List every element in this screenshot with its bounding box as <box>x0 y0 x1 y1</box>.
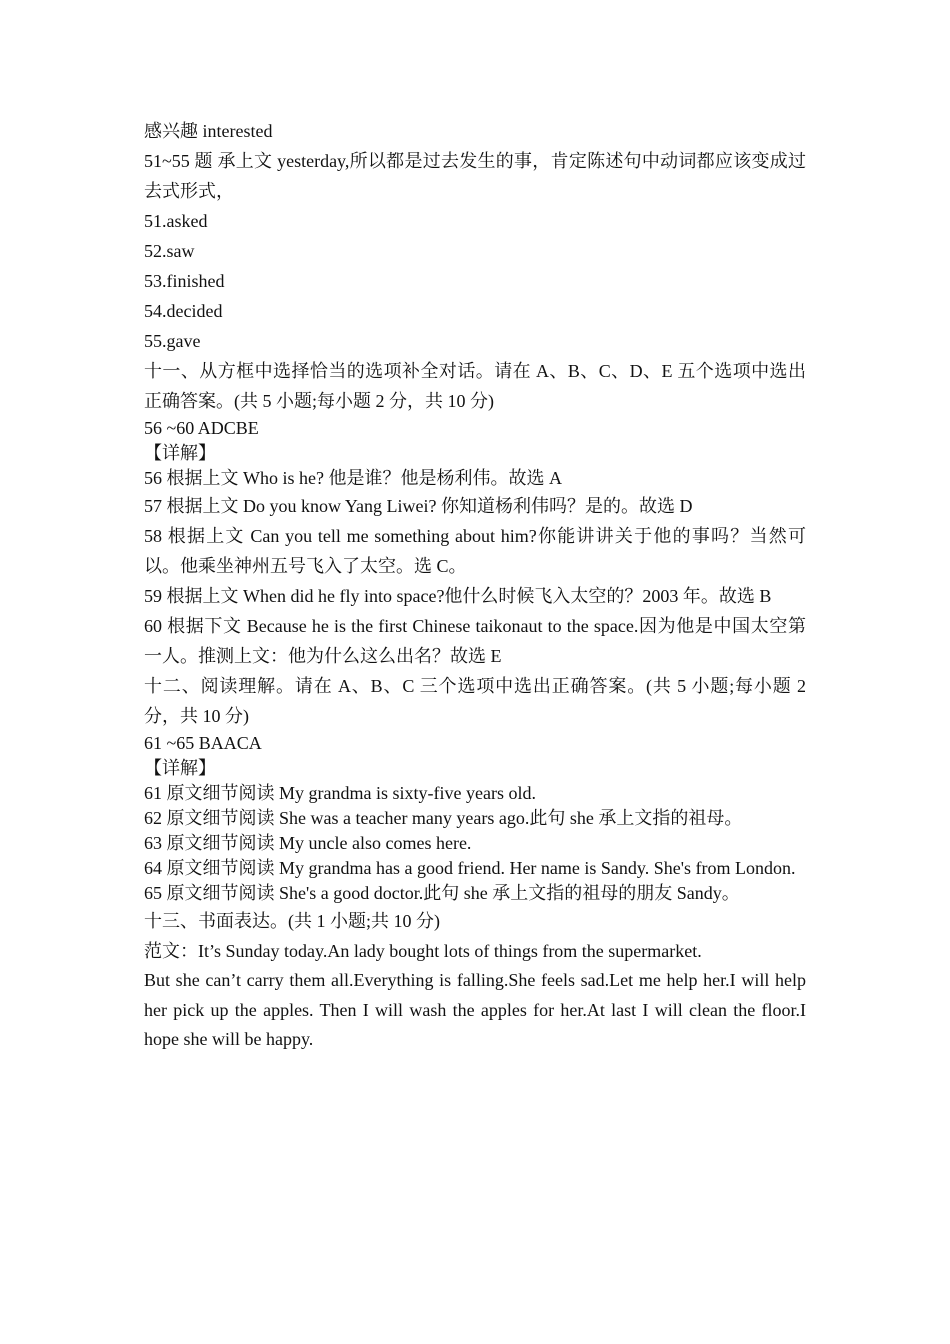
model-essay-first-line: 范文：It’s Sunday today.An lady bought lots of things from the supermarket. <box>144 941 702 961</box>
detail-heading-2: 【详解】 <box>144 758 216 778</box>
document-page <box>144 116 806 1055</box>
model-essay-body: But she can’t carry them all.Everything is falling.She feels sad.Let me help her.I will help her pick up the apples. Then I will wash the apples for her.At last I will clean the floor.I hope she will be happy. <box>144 970 806 1049</box>
answer-54: 54.decided <box>144 301 223 321</box>
answer-52: 52.saw <box>144 241 195 261</box>
explanation-57: 57 根据上文 Do you know Yang Liwei? 你知道杨利伟吗？是的。故选 D <box>144 496 693 516</box>
explanation-58: 58 根据上文 Can you tell me something about him?你能讲讲关于他的事吗？当然可以。他乘坐神州五号飞入了太空。选 C。 <box>144 526 806 576</box>
explanation-59: 59 根据上文 When did he fly into space?他什么时候飞入太空的？2003 年。故选 B <box>144 586 772 606</box>
vocab-line: 感兴趣 interested <box>144 121 273 141</box>
explanation-60: 60 根据下文 Because he is the first Chinese taikonaut to the space.因为他是中国太空第一人。推测上文：他为什么这么出名？故选 E <box>144 616 806 666</box>
answers-61-65: 61 ~65 BAACA <box>144 733 262 753</box>
answer-51: 51.asked <box>144 211 208 231</box>
answers-56-60: 56 ~60 ADCBE <box>144 418 259 438</box>
detail-heading-1: 【详解】 <box>144 443 216 463</box>
explanation-62: 62 原文细节阅读 She was a teacher many years ago.此句 she 承上文指的祖母。 <box>144 808 743 828</box>
section-51-55-explanation: 51~55 题 承上文 yesterday,所以都是过去发生的事，肯定陈述句中动词都应该变成过去式形式， <box>144 151 806 201</box>
explanation-61: 61 原文细节阅读 My grandma is sixty-five years old. <box>144 783 536 803</box>
answer-53: 53.finished <box>144 271 225 291</box>
section-13-heading: 十三、书面表达。(共 1 小题;共 10 分) <box>144 911 440 931</box>
section-12-heading: 十二、阅读理解。请在 A、B、C 三个选项中选出正确答案。(共 5 小题;每小题 2 分，共 10 分) <box>144 676 806 726</box>
section-11-heading: 十一、从方框中选择恰当的选项补全对话。请在 A、B、C、D、E 五个选项中选出正确答案。(共 5 小题;每小题 2 分，共 10 分) <box>144 361 806 411</box>
explanation-56: 56 根据上文 Who is he? 他是谁？他是杨利伟。故选 A <box>144 468 562 488</box>
answer-55: 55.gave <box>144 331 201 351</box>
explanation-63: 63 原文细节阅读 My uncle also comes here. <box>144 833 472 853</box>
explanation-65: 65 原文细节阅读 She's a good doctor.此句 she 承上文指的祖母的朋友 Sandy。 <box>144 883 740 903</box>
explanation-64: 64 原文细节阅读 My grandma has a good friend. Her name is Sandy. She's from London. <box>144 858 796 878</box>
